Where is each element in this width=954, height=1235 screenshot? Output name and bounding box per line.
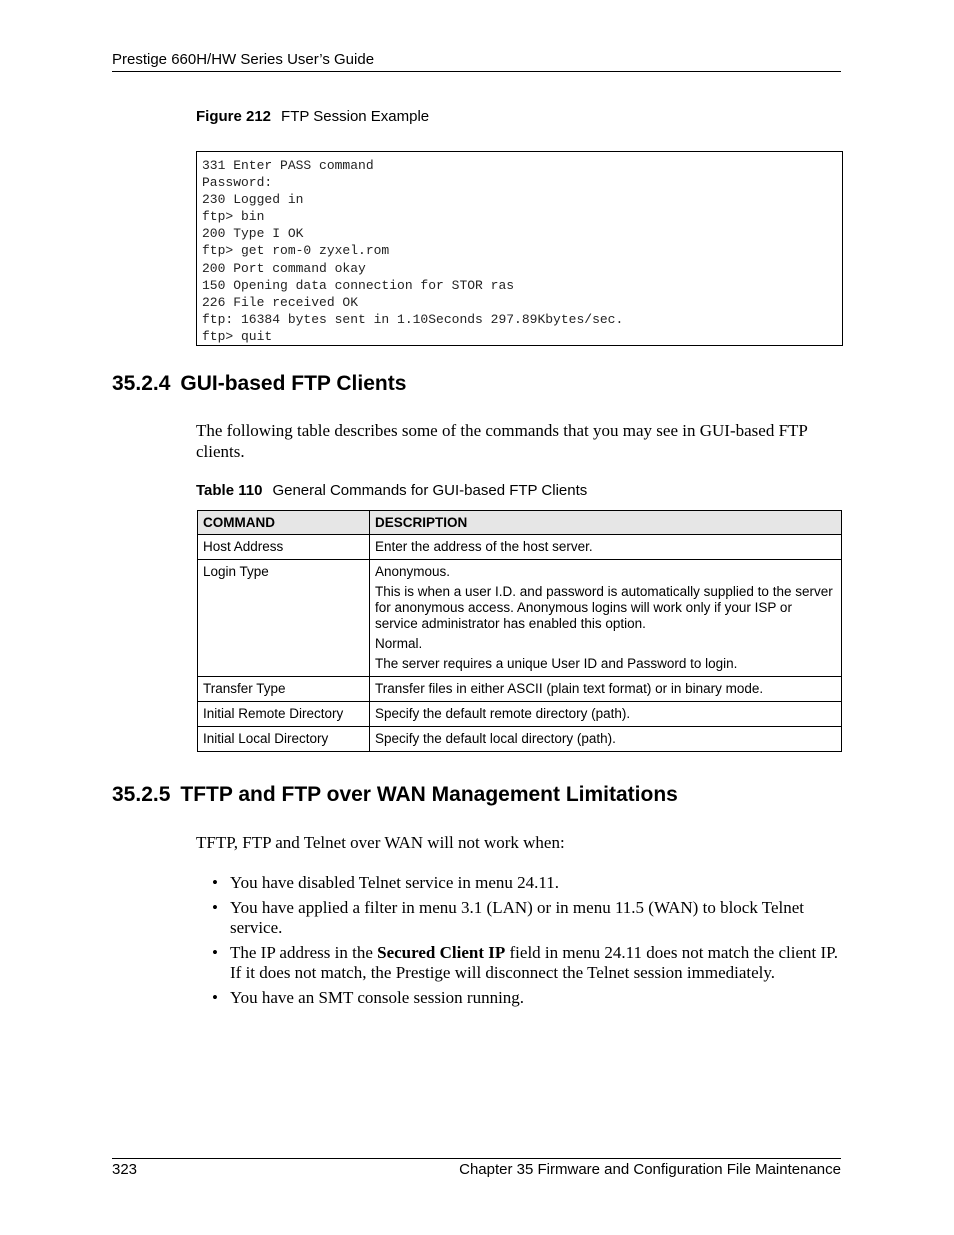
command-cell: Transfer Type <box>198 677 370 702</box>
section-title: GUI-based FTP Clients <box>180 372 407 395</box>
description-cell <box>370 702 842 727</box>
table-header-row <box>198 511 842 535</box>
description-text: The server requires a unique User ID and Password to login. <box>375 656 738 671</box>
code-line: 200 Type I OK <box>202 226 304 242</box>
description-cell <box>370 560 842 677</box>
table-title: General Commands for GUI-based FTP Clients <box>272 482 588 499</box>
code-line: ftp> quit <box>202 328 273 344</box>
list-item <box>212 943 842 984</box>
list-item-text: You have applied a filter in menu 3.1 (LAN) or in menu 11.5 (WAN) to block Telnet service. <box>230 897 805 937</box>
footer-rule <box>112 1158 841 1159</box>
section-heading-wan-limitations <box>112 783 678 807</box>
list-item-text: You have disabled Telnet service in menu 24.11. <box>230 873 559 892</box>
code-line: 331 Enter PASS command <box>202 158 374 173</box>
description-text: Normal. <box>375 636 423 651</box>
figure-title: FTP Session Example <box>281 108 430 125</box>
table-header-command: COMMAND <box>198 511 370 535</box>
code-line: ftp> get rom-0 zyxel.rom <box>202 243 390 259</box>
list-item-text: You have an SMT console session running. <box>230 987 525 1007</box>
commands-table <box>197 510 842 752</box>
description-text: Transfer files in either ASCII (plain text format) or in binary mode. <box>375 681 764 696</box>
description-text: Specify the default local directory (path). <box>375 731 616 746</box>
section-intro: TFTP, FTP and Telnet over WAN will not work when: <box>196 833 565 852</box>
description-text: Enter the address of the host server. <box>375 539 593 554</box>
header-title: Prestige 660H/HW Series User’s Guide <box>112 51 375 68</box>
description-text: This is when a user I.D. and password is automatically supplied to the server for anonymous access. Anonymous logins will work only if your ISP or service administrator has enabled this option. <box>375 584 833 631</box>
description-cell <box>370 535 842 560</box>
section-title: TFTP and FTP over WAN Management Limitations <box>180 783 678 806</box>
code-line: 226 File received OK <box>202 294 359 310</box>
header-rule <box>112 71 841 72</box>
list-item <box>212 873 842 894</box>
figure-label: Figure 212 <box>196 108 272 125</box>
section-intro: The following table describes some of the commands that you may see in GUI-based FTP clients. <box>196 421 808 461</box>
bullet-icon: • <box>212 873 218 892</box>
table-row <box>198 677 842 702</box>
table-label: Table 110 <box>196 482 263 499</box>
section-number: 35.2.4 <box>112 372 171 395</box>
code-line: 230 Logged in <box>202 192 304 208</box>
field-name-secured-client-ip: Secured Client IP <box>377 942 506 962</box>
code-box <box>196 151 843 346</box>
description-text: Specify the default remote directory (path). <box>375 706 631 721</box>
code-line: 200 Port command okay <box>202 260 366 276</box>
limitations-list <box>212 873 842 1012</box>
table-row <box>198 535 842 560</box>
table-row <box>198 560 842 677</box>
bullet-icon: • <box>212 942 218 962</box>
section-heading-gui-ftp <box>112 372 406 396</box>
table-caption <box>196 482 587 499</box>
table-row <box>198 702 842 727</box>
table-header-description: DESCRIPTION <box>370 511 842 535</box>
page-number: 323 <box>112 1161 138 1178</box>
list-item <box>212 988 842 1009</box>
command-cell: Login Type <box>198 560 370 677</box>
figure-caption <box>196 108 429 125</box>
bullet-icon: • <box>212 987 218 1007</box>
table-row <box>198 727 842 752</box>
bullet-icon: • <box>212 897 218 917</box>
command-cell: Initial Remote Directory <box>198 702 370 727</box>
description-cell <box>370 727 842 752</box>
list-item <box>212 898 842 939</box>
code-line: ftp: 16384 bytes sent in 1.10Seconds 297.89Kbytes/sec. <box>202 311 624 327</box>
description-cell <box>370 677 842 702</box>
code-line: 150 Opening data connection for STOR ras <box>202 277 515 293</box>
code-line: ftp> bin <box>202 209 265 225</box>
command-cell: Host Address <box>198 535 370 560</box>
code-line: Password: <box>202 175 273 191</box>
description-text: Anonymous. <box>375 564 451 579</box>
chapter-title: Chapter 35 Firmware and Configuration File Maintenance <box>459 1161 841 1178</box>
list-item-text-before: The IP address in the <box>230 942 378 962</box>
list-item-text-after: field in menu 24.11 does not match the client IP. If it does not match, the Prestige will disconnect the Telnet session immediately. <box>230 942 838 982</box>
command-cell: Initial Local Directory <box>198 727 370 752</box>
section-number: 35.2.5 <box>112 783 171 806</box>
